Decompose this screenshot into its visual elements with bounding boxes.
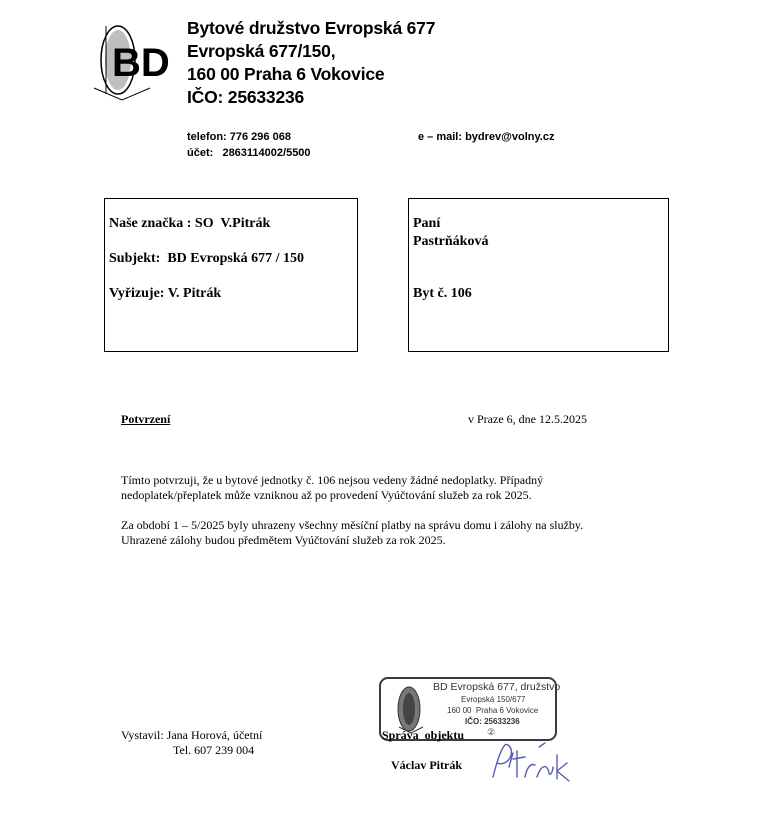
org-ico: IČO: 25633236 [187,87,305,107]
stamp-line-4: IČO: 25633236 [465,717,520,726]
stamp-line-2: Evropská 150/677 [461,695,526,704]
org-city: 160 00 Praha 6 Vokovice [187,64,385,84]
sender-box [104,198,358,352]
paragraph-1 [121,473,681,503]
paragraph-1-line-2: nedoplatek/přeplatek může vzniknou až po provedení Vyúčtování služeb za rok 2025. [121,488,532,502]
handwritten-signature [487,737,571,787]
org-street: Evropská 677/150, [187,41,336,61]
issuer-phone: Tel. 607 239 004 [173,743,255,757]
org-phone: telefon: 776 296 068 [187,131,291,143]
handled-by-line: Vyřizuje: V. Pitrák [109,286,222,301]
signer-name: Václav Pitrák [391,758,462,772]
subject-line: Subjekt: BD Evropská 677 / 150 [109,251,305,266]
issuer-line: Vystavil: Jana Horová, účetní [121,728,263,742]
recipient-box [408,198,669,352]
bd-logo [92,16,170,100]
paragraph-2-line-2: Uhrazené zálohy budou předmětem Vyúčtování služeb za rok 2025. [121,533,446,547]
org-account: účet: 2863114002/5500 [187,147,311,159]
recipient-salutation: Paní [413,216,441,231]
administration-label: Správa objektu [382,728,465,742]
recipient-name: Pastrňáková [413,234,489,249]
org-email: e – mail: bydrev@volny.cz [418,131,555,143]
date-line: v Praze 6, dne 12.5.2025 [468,412,587,426]
logo-text: BD [112,41,170,85]
document-title: Potvrzení [121,412,171,426]
stamp-number-mark: ② [487,727,496,737]
stamp-line-1: BD Evropská 677, družstvo [433,681,561,693]
paragraph-2-line-1: Za období 1 – 5/2025 byly uhrazeny všechny měsíční platby na správu domu i zálohy na služby. [121,518,584,532]
org-name: Bytové družstvo Evropská 677 [187,18,436,38]
stamp-line-3: 160 00 Praha 6 Vokovice [447,706,539,715]
paragraph-2 [121,518,681,548]
reference-line: Naše značka : SO V.Pitrák [109,216,271,231]
paragraph-1-line-1: Tímto potvrzuji, že u bytové jednotky č. 106 nejsou vedeny žádné nedoplatky. Případný [121,473,544,487]
recipient-flat: Byt č. 106 [413,286,472,301]
